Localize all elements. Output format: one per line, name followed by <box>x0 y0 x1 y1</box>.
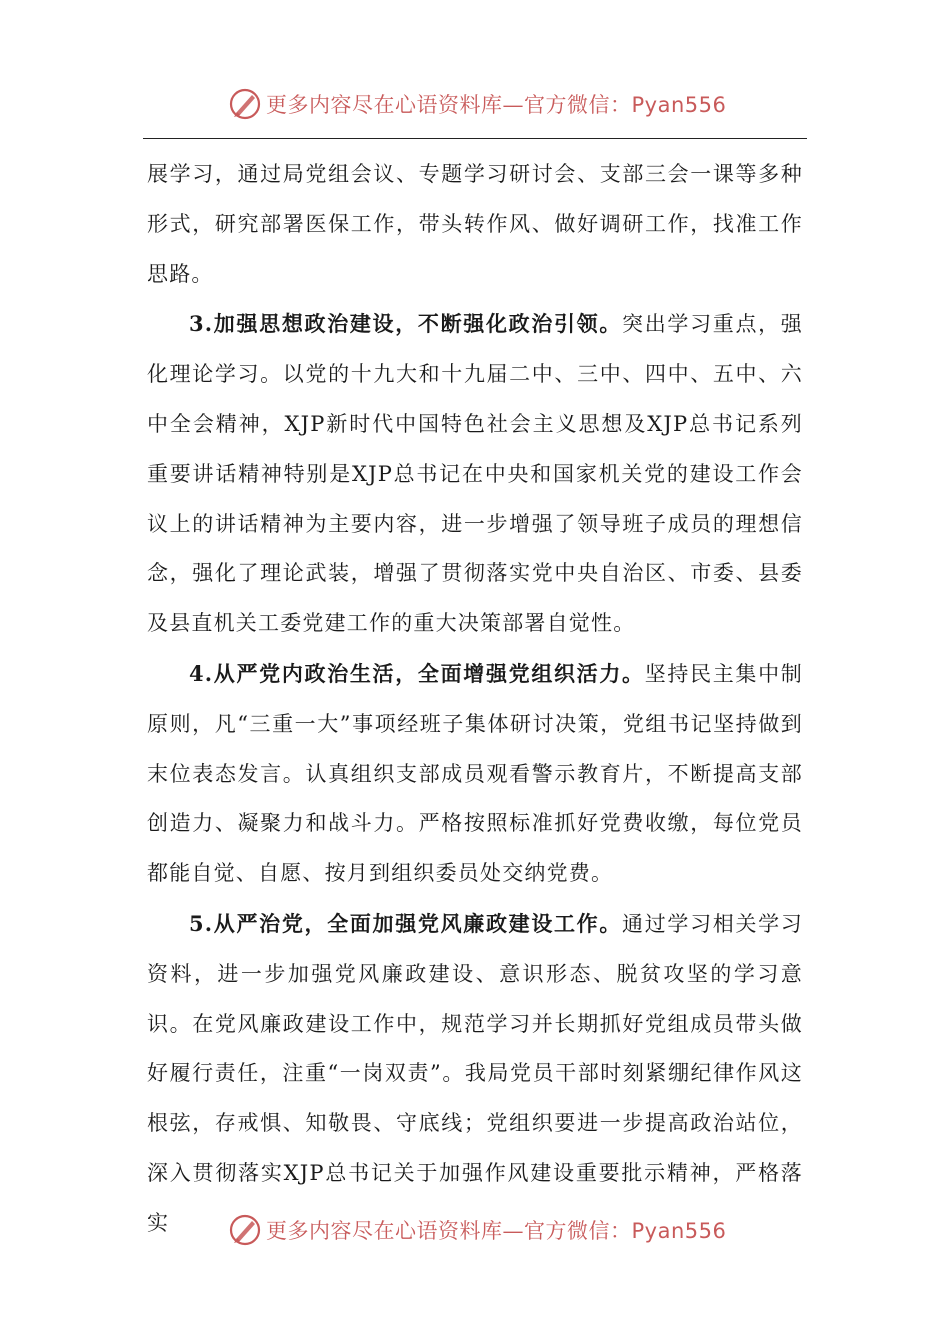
header-divider <box>143 138 807 139</box>
paragraph-heading: 3.加强思想政治建设，不断强化政治引领。 <box>189 311 623 337</box>
watermark-text: 更多内容尽在心语资料库—官方微信：Pyan556 <box>266 1219 727 1243</box>
pen-logo-icon <box>228 87 262 121</box>
paragraph-4: 4.从严党内政治生活，全面增强党组织活力。坚持民主集中制原则，凡“三重一大”事项经班子集体研讨决策，党组书记坚持做到末位表态发言。认真组织支部成员观看警示教育片，不断提高支部创造力、凝聚力和战斗力。严格按照标准抓好党费收缴，每位党员都能自觉、自愿、按月到组织委员处交纳党费。 <box>147 660 803 886</box>
document-body <box>147 150 803 1249</box>
watermark-text: 更多内容尽在心语资料库—官方微信：Pyan556 <box>266 93 727 117</box>
paragraph-heading: 5.从严治党，全面加强党风廉政建设工作。 <box>189 910 623 936</box>
paragraph-heading: 4.从严党内政治生活，全面增强党组织活力。 <box>189 660 645 686</box>
paragraph-5: 5.从严治党，全面加强党风廉政建设工作。通过学习相关学习资料，进一步加强党风廉政建设、意识形态、脱贫攻坚的学习意识。在党风廉政建设工作中，规范学习并长期抓好党组成员带头做好履行责任，注重“一岗双责”。我局党员干部时刻紧绷纪律作风这根弦，存戒惧、知敬畏、守底线；党组织要进一步提高政治站位，深入贯彻落实XJP总书记关于加强作风建设重要批示精神，严格落实 <box>147 910 804 1235</box>
footer-watermark <box>228 1210 728 1250</box>
header-watermark <box>228 84 728 124</box>
pen-logo-icon <box>228 1213 262 1247</box>
paragraph-3: 3.加强思想政治建设，不断强化政治引领。突出学习重点，强化理论学习。以党的十九大和十九届二中、三中、四中、五中、六中全会精神，XJP新时代中国特色社会主义思想及XJP总书记系列重要讲话精神特别是XJP总书记在中央和国家机关党的建设工作会议上的讲话精神为主要内容，进一步增强了领导班子成员的理想信念，强化了理论武装，增强了贯彻落实党中央自治区、市委、县委及县直机关工委党建工作的重大决策部署自觉性。 <box>147 311 804 636</box>
paragraph-continuation: 展学习，通过局党组会议、专题学习研讨会、支部三会一课等多种形式，研究部署医保工作，带头转作风、做好调研工作，找准工作思路。 <box>147 162 803 286</box>
